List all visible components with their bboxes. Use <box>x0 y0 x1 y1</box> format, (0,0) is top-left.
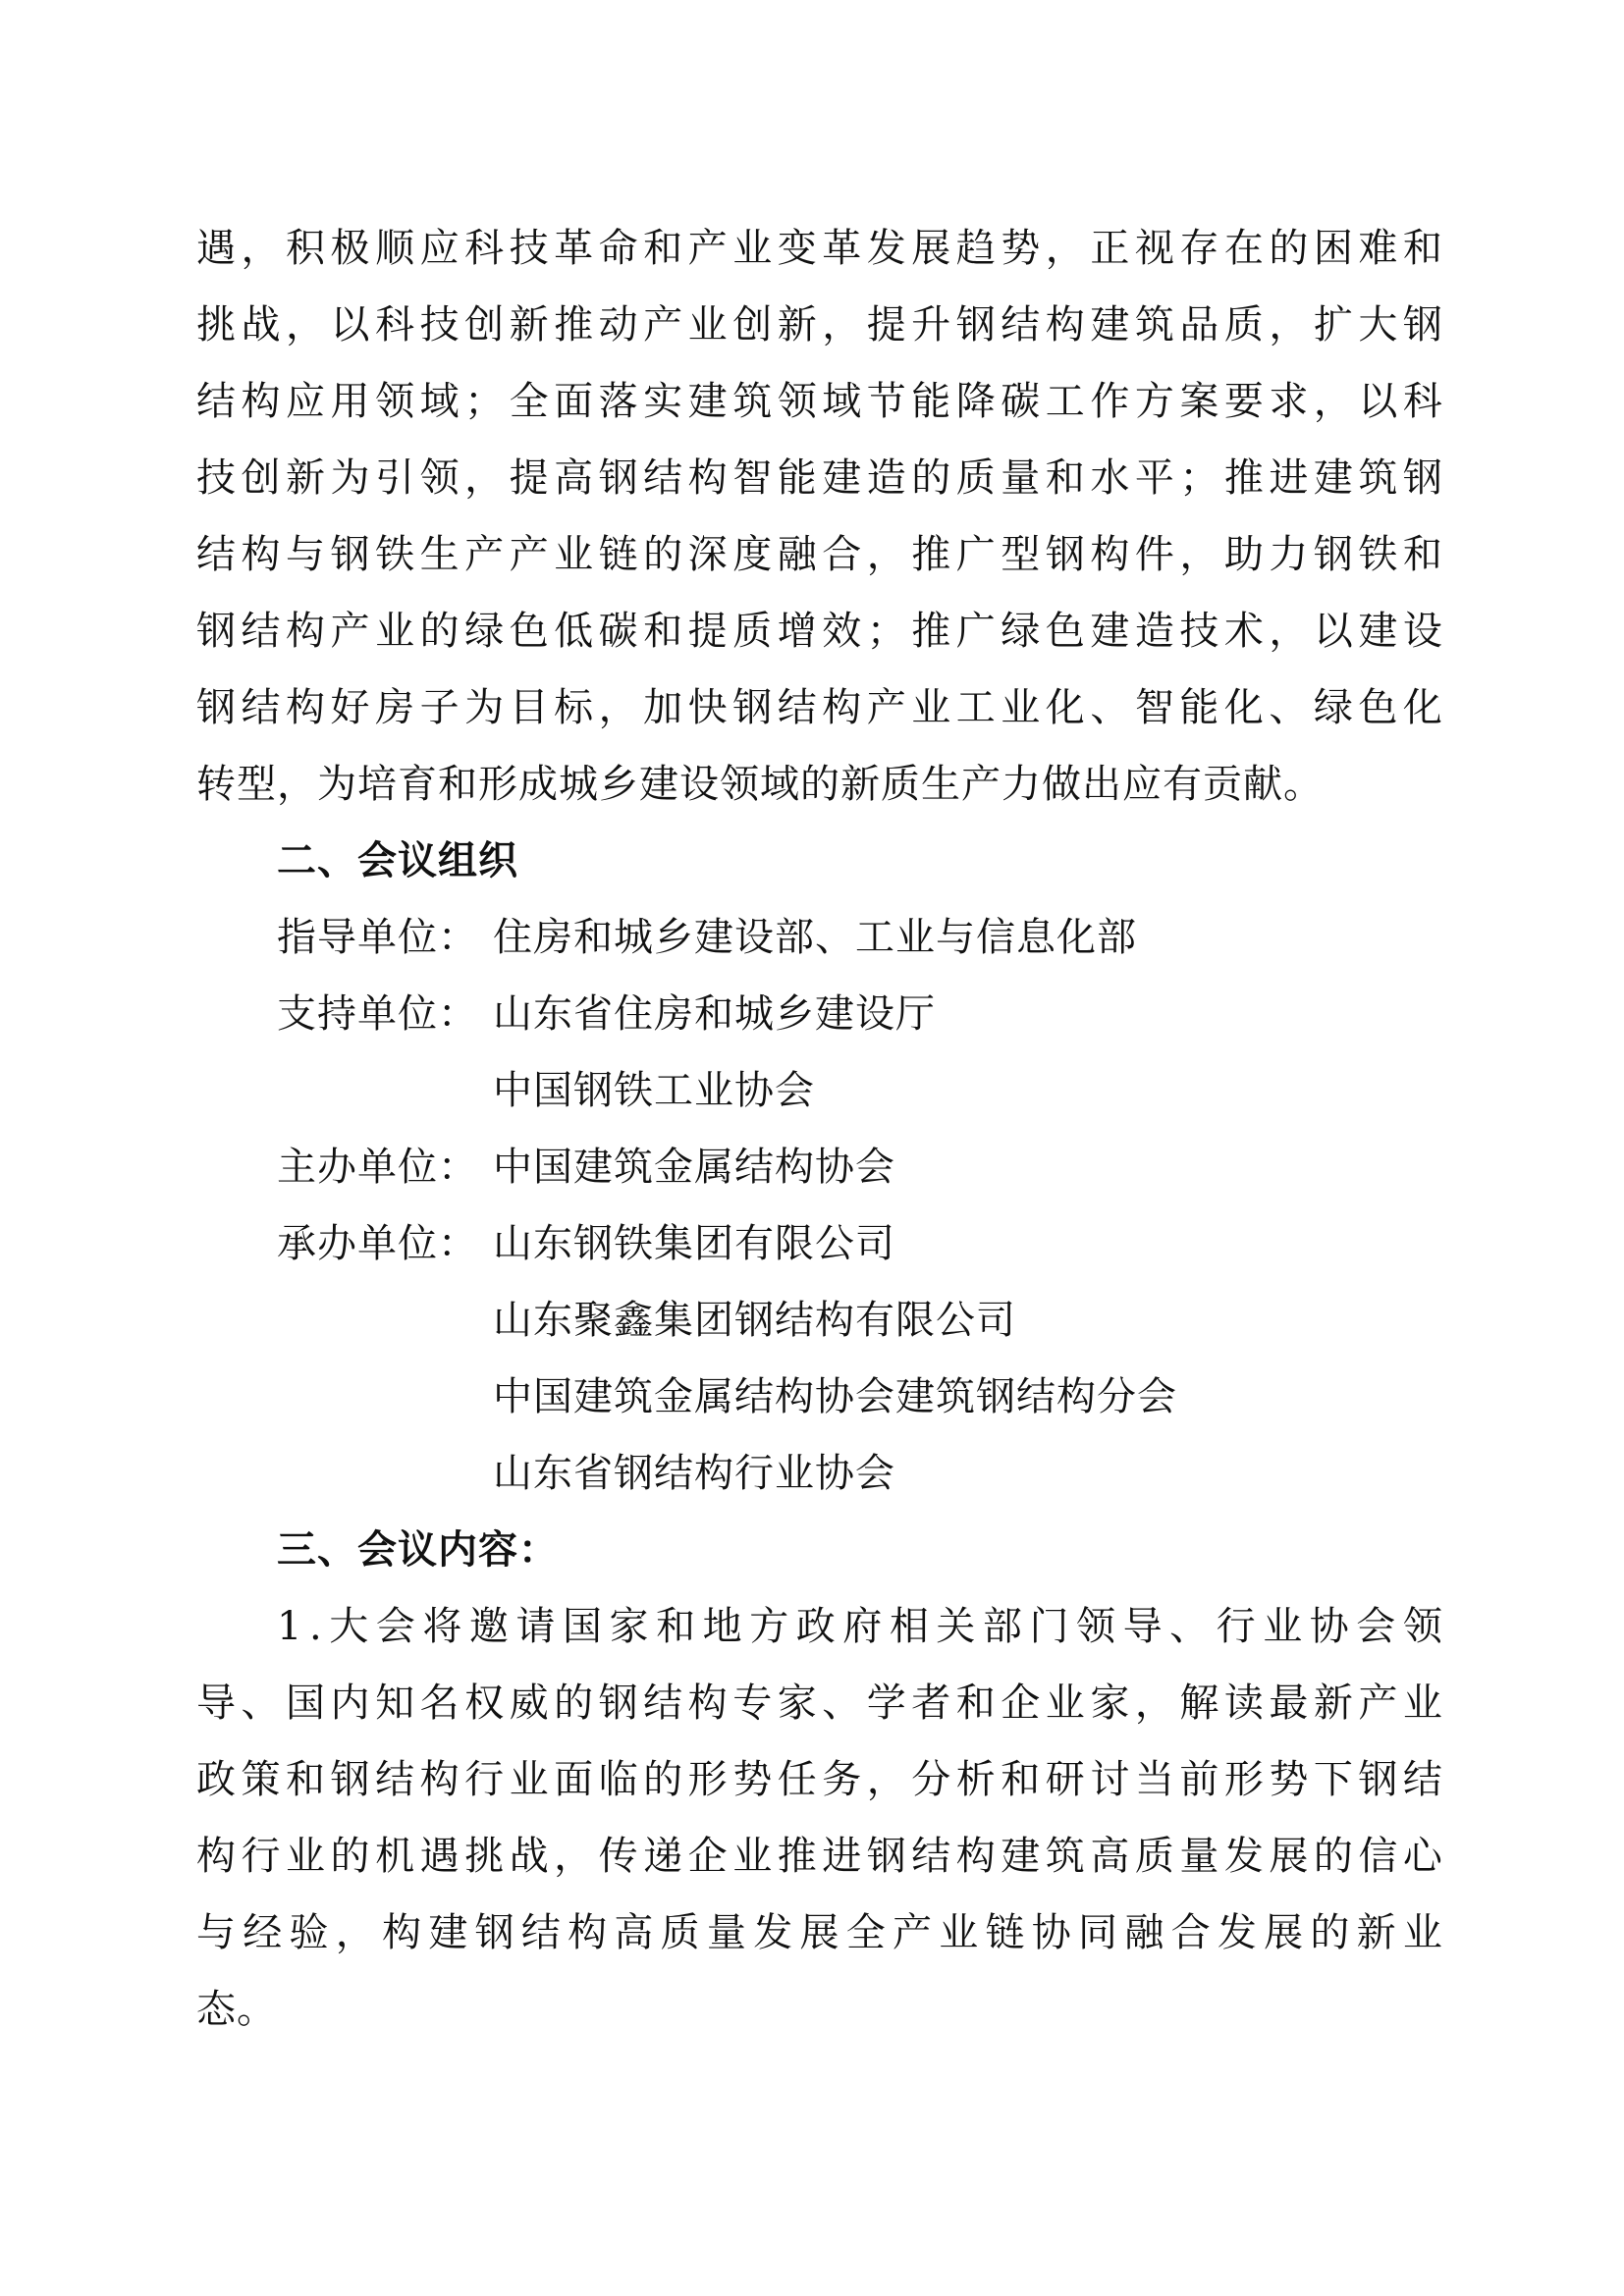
intro-line: 技 创 新 为 引 领 ， 提 高 钢 结 构 智 能 建 造 的 质 量 和 水 平 ； 推 进 建 筑 钢 <box>196 455 1443 501</box>
organizer-unit-value: 山东省钢结构行业协会 <box>493 1451 895 1496</box>
organizer-unit-value: 山东聚鑫集团钢结构有限公司 <box>493 1298 1016 1343</box>
host-unit-value: 中国建筑金属结构协会 <box>493 1145 895 1190</box>
support-unit-value: 中国钢铁工业协会 <box>493 1068 815 1113</box>
content-line-text: 态。 <box>196 1987 277 2032</box>
content-line: 政 策 和 钢 结 构 行 业 面 临 的 形 势 任 务 ， 分 析 和 研 讨 当 前 形 势 下 钢 结 <box>196 1757 1443 1802</box>
section-heading-content: 三、会议内容： <box>277 1527 559 1573</box>
guide-unit-label: 指导单位： <box>277 915 478 960</box>
guide-unit-value: 住房和城乡建设部、工业与信息化部 <box>493 915 1137 960</box>
intro-line <box>196 761 1443 808</box>
organizer-unit-value: 山东钢铁集团有限公司 <box>493 1221 895 1266</box>
section-heading-organization: 二、会议组织 <box>277 838 518 883</box>
content-line: 构 行 业 的 机 遇 挑 战 ， 传 递 企 业 推 进 钢 结 构 建 筑 高 质 量 发 展 的 信 心 <box>196 1834 1443 1879</box>
intro-line: 遇 ， 积 极 顺 应 科 技 革 命 和 产 业 变 革 发 展 趋 势 ， 正 视 存 在 的 困 难 和 <box>196 226 1443 271</box>
intro-line: 结 构 应 用 领 域 ； 全 面 落 实 建 筑 领 域 节 能 降 碳 工 作 方 案 要 求 ， 以 科 <box>196 379 1443 424</box>
support-unit-value: 山东省住房和城乡建设厅 <box>493 991 936 1037</box>
intro-line: 钢 结 构 产 业 的 绿 色 低 碳 和 提 质 增 效 ； 推 广 绿 色 建 造 技 术 ， 以 建 设 <box>196 609 1443 654</box>
intro-line: 挑 战 ， 以 科 技 创 新 推 动 产 业 创 新 ， 提 升 钢 结 构 建 筑 品 质 ， 扩 大 钢 <box>196 302 1443 347</box>
content-line: 与 经 验 ， 构 建 钢 结 构 高 质 量 发 展 全 产 业 链 协 同 融 合 发 展 的 新 业 <box>196 1910 1443 1955</box>
intro-line: 结 构 与 钢 铁 生 产 产 业 链 的 深 度 融 合 ， 推 广 型 钢 构 件 ， 助 力 钢 铁 和 <box>196 532 1443 577</box>
organizer-unit-label: 承办单位： <box>277 1221 478 1266</box>
content-line: 导 、 国 内 知 名 权 威 的 钢 结 构 专 家 、 学 者 和 企 业 家 ， 解 读 最 新 产 业 <box>196 1681 1443 1726</box>
content-line <box>196 1986 1443 2033</box>
intro-line: 钢 结 构 好 房 子 为 目 标 ， 加 快 钢 结 构 产 业 工 业 化 、 智 能 化 、 绿 色 化 <box>196 685 1443 730</box>
host-unit-label: 主办单位： <box>277 1145 478 1190</box>
support-unit-label: 支持单位： <box>277 991 478 1037</box>
content-line: 1 . 大 会 将 邀 请 国 家 和 地 方 政 府 相 关 部 门 领 导 、 行 业 协 会 领 <box>277 1604 1443 1649</box>
organizer-unit-value: 中国建筑金属结构协会建筑钢结构分会 <box>493 1374 1177 1419</box>
intro-line-text: 转型，为培育和形成城乡建设领域的新质生产力做出应有贡献。 <box>196 762 1324 807</box>
